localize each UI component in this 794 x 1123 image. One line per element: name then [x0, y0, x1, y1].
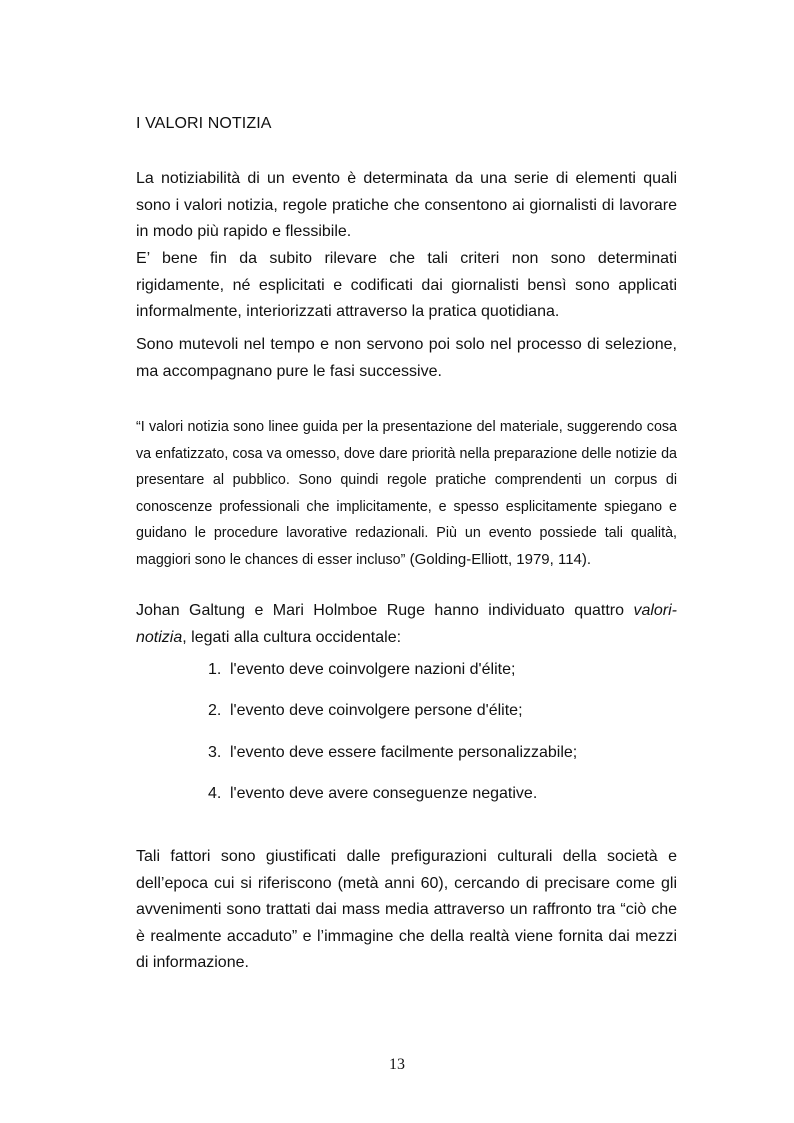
- list-item: [208, 784, 577, 825]
- list-item: [208, 701, 577, 742]
- list-item-text: l'evento deve coinvolgere nazioni d'élite;: [230, 661, 516, 678]
- list-item: [208, 660, 577, 701]
- paragraph-notiziabilita: La notiziabilità di un evento è determinata da una serie di elementi quali sono i valori notizia, regole pratiche che consentono ai giornalisti di lavorare in modo più rapido e flessibile.: [136, 170, 677, 241]
- list-item-number: 4.: [208, 784, 222, 802]
- page-number: 13: [389, 1056, 405, 1073]
- list-item: [208, 743, 577, 784]
- paragraph-fattori: Tali fattori sono giustificati dalle prefigurazioni culturali della società e dell’epoca cui si riferiscono (metà anni 60), cercando di precisare come gli avvenimenti sono trattati dai mass media attraverso un raffronto tra “ciò che è realmente accaduto” e l’immagine che della realtà viene fornita dai mezzi di informazione.: [136, 848, 677, 972]
- block-quote: [136, 414, 677, 574]
- paragraph-criteri: E’ bene fin da subito rilevare che tali criteri non sono determinati rigidamente, né esplicitati e codificati dai giornalisti bensì sono applicati informalmente, interiorizzati attraverso la pratica quotidiana.: [136, 250, 677, 321]
- quote-citation: (Golding-Elliott, 1979, 114).: [405, 550, 592, 568]
- list-item-text: l'evento deve coinvolgere persone d'élite;: [230, 702, 523, 720]
- paragraph-4-outro: , legati alla cultura occidentale:: [182, 628, 402, 646]
- list-item-text: l'evento deve essere facilmente personalizzabile;: [230, 743, 578, 761]
- paragraph-4-intro: Johan Galtung e Mari Holmboe Ruge hanno individuato quattro: [136, 602, 634, 619]
- news-values-list: [208, 660, 577, 825]
- list-item-number: 3.: [208, 743, 222, 761]
- section-heading: I VALORI NOTIZIA: [136, 115, 272, 132]
- quote-text: “I valori notizia sono linee guida per la presentazione del materiale, suggerendo cosa va enfatizzato, cosa va omesso, dove dare priorità nella preparazione delle notizie da presentare al pubblico. Sono quindi regole pratiche comprendenti un corpus di conoscenze professionali che implicitamente, e spesso esplicitamente spiegano e guidano le procedure lavorative redazionali. Più un evento possiede tali qualità, maggiori sono le chances di esser incluso”: [136, 419, 677, 568]
- list-item-number: 1.: [208, 661, 222, 678]
- list-item-number: 2.: [208, 702, 222, 720]
- paragraph-4-italic-term: valori-notizia: [136, 602, 677, 646]
- paragraph-galtung-ruge: [136, 598, 677, 651]
- list-item-text: l'evento deve avere conseguenze negative.: [230, 784, 538, 802]
- paragraph-mutevoli: Sono mutevoli nel tempo e non servono poi solo nel processo di selezione, ma accompagnano pure le fasi successive.: [136, 336, 677, 380]
